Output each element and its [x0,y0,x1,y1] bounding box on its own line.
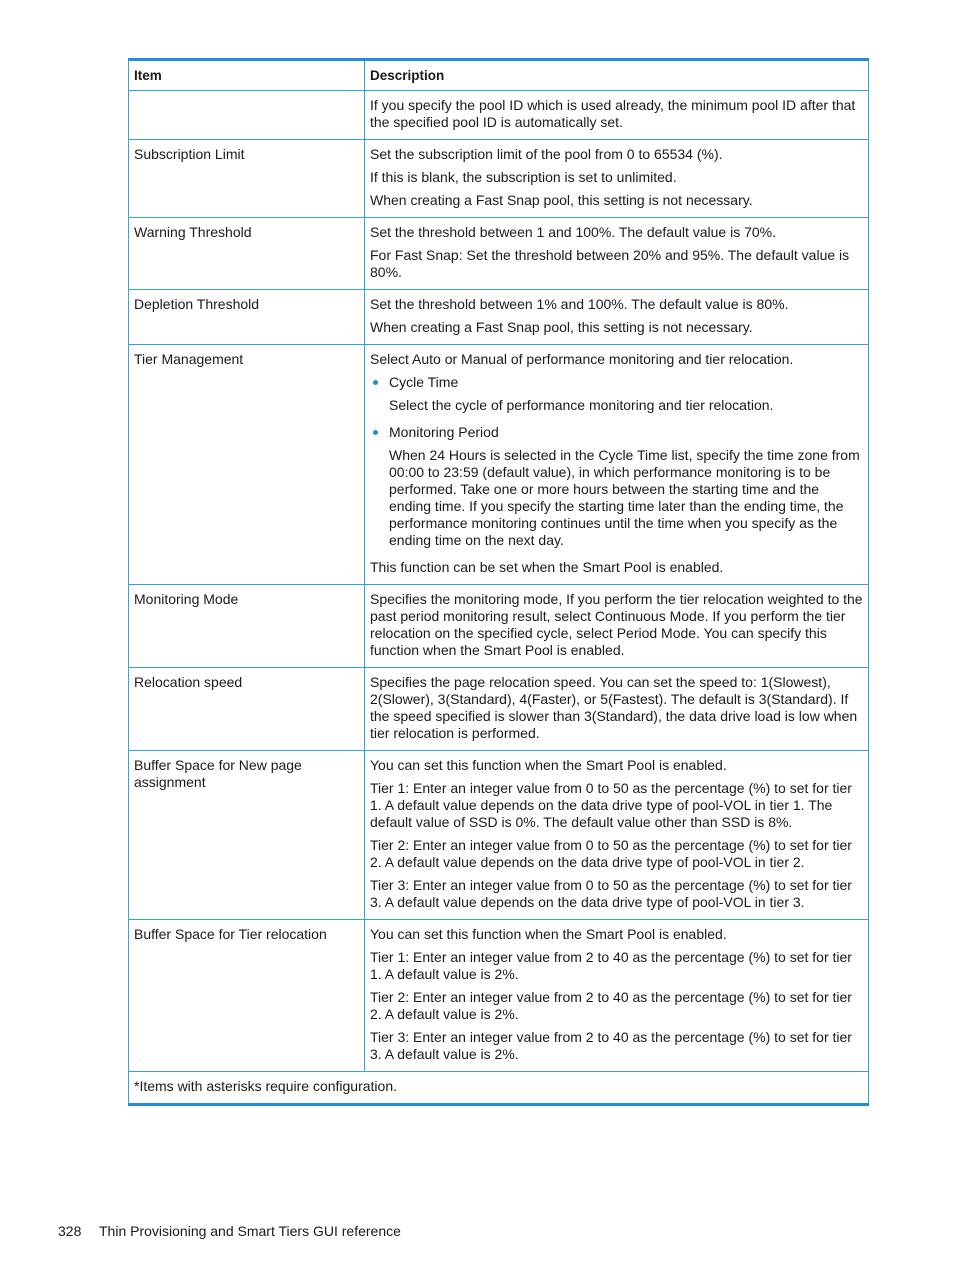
table-row [129,218,869,290]
row-description [365,290,869,345]
table-row [129,585,869,668]
table-row [129,290,869,345]
bullet-text: When 24 Hours is selected in the Cycle Time list, specify the time zone from 00:00 to 23:59 (default value), in which performance monitoring is to be performed. Take one or more hours between the starting time and the ending time. If you specify the starting time later than the ending time, the performance monitoring continues until the time when you specify as the ending time on the next day. [389,447,860,548]
footer-title: Thin Provisioning and Smart Tiers GUI reference [99,1223,401,1239]
row-item: Tier Management [129,345,365,585]
desc-paragraph: Specifies the monitoring mode, If you perform the tier relocation weighted to the past period monitoring result, select Continuous Mode. If you perform the tier relocation on the specified cycle, select Period Mode. You can specify this function when the Smart Pool is enabled. [370,591,863,658]
row-description [365,585,869,668]
table-footnote: *Items with asterisks require configuration. [129,1072,869,1105]
table-row [129,751,869,920]
table-row [129,920,869,1072]
bullet-item [370,374,863,391]
row-description [365,345,869,585]
table-row [129,345,869,585]
row-item: Monitoring Mode [129,585,365,668]
desc-paragraph: You can set this function when the Smart Pool is enabled. [370,757,727,773]
header-description: Description [365,60,869,91]
row-description [365,91,869,140]
row-description [365,751,869,920]
desc-paragraph: You can set this function when the Smart Pool is enabled. [370,926,727,942]
desc-paragraph: If you specify the pool ID which is used already, the minimum pool ID after that the specified pool ID is automatically set. [370,97,856,130]
bullet-dot-icon [373,430,378,435]
row-description [365,668,869,751]
row-item: Buffer Space for Tier relocation [129,920,365,1072]
desc-paragraph: Tier 3: Enter an integer value from 2 to 40 as the percentage (%) to set for tier 3. A default value is 2%. [370,1029,852,1062]
desc-paragraph: Specifies the page relocation speed. You can set the speed to: 1(Slowest), 2(Slower), 3(Standard), 4(Faster), or 5(Fastest). The default is 3(Standard). If the speed specified is slower than 3(Standard), the data drive load is low when tier relocation is performed. [370,674,858,741]
table-header-row [129,60,869,91]
desc-paragraph: Tier 1: Enter an integer value from 0 to 50 as the percentage (%) to set for tier 1. A default value depends on the data drive type of pool-VOL in tier 1. The default value of SSD is 0%. The default value other than SSD is 8%. [370,780,852,830]
desc-paragraph: Tier 2: Enter an integer value from 0 to 50 as the percentage (%) to set for tier 2. A default value depends on the data drive type of pool-VOL in tier 2. [370,837,852,870]
row-item: Subscription Limit [129,140,365,218]
desc-paragraph: For Fast Snap: Set the threshold between 20% and 95%. The default value is 80%. [370,247,850,280]
bullet-label: Monitoring Period [389,424,499,440]
row-item [129,91,365,140]
table-row [129,140,869,218]
desc-paragraph: Tier 1: Enter an integer value from 2 to 40 as the percentage (%) to set for tier 1. A default value is 2%. [370,949,852,982]
page-footer [58,1223,401,1240]
row-item: Buffer Space for New page assignment [129,751,365,920]
page-number: 328 [58,1223,82,1239]
row-description [365,140,869,218]
row-item: Warning Threshold [129,218,365,290]
desc-paragraph: Set the threshold between 1 and 100%. The default value is 70%. [370,224,777,240]
desc-paragraph: This function can be set when the Smart Pool is enabled. [370,559,724,575]
bullet-text: Select the cycle of performance monitoring and tier relocation. [389,397,774,413]
desc-paragraph: Set the subscription limit of the pool from 0 to 65534 (%). [370,146,723,162]
row-item: Depletion Threshold [129,290,365,345]
table-row [129,668,869,751]
table-footnote-row [129,1072,869,1105]
table-row [129,91,869,140]
desc-paragraph: Tier 3: Enter an integer value from 0 to 50 as the percentage (%) to set for tier 3. A default value depends on the data drive type of pool-VOL in tier 3. [370,877,852,910]
desc-paragraph: When creating a Fast Snap pool, this setting is not necessary. [370,192,753,208]
row-description [365,218,869,290]
row-item: Relocation speed [129,668,365,751]
row-description [365,920,869,1072]
desc-paragraph: Tier 2: Enter an integer value from 2 to 40 as the percentage (%) to set for tier 2. A default value is 2%. [370,989,852,1022]
desc-paragraph: If this is blank, the subscription is set to unlimited. [370,169,677,185]
desc-paragraph: Set the threshold between 1% and 100%. The default value is 80%. [370,296,789,312]
bullet-dot-icon [373,380,378,385]
desc-paragraph: Select Auto or Manual of performance monitoring and tier relocation. [370,351,794,367]
reference-table [128,58,869,1106]
desc-paragraph: When creating a Fast Snap pool, this setting is not necessary. [370,319,753,335]
bullet-label: Cycle Time [389,374,459,390]
bullet-item [370,424,863,441]
header-item: Item [129,60,365,91]
